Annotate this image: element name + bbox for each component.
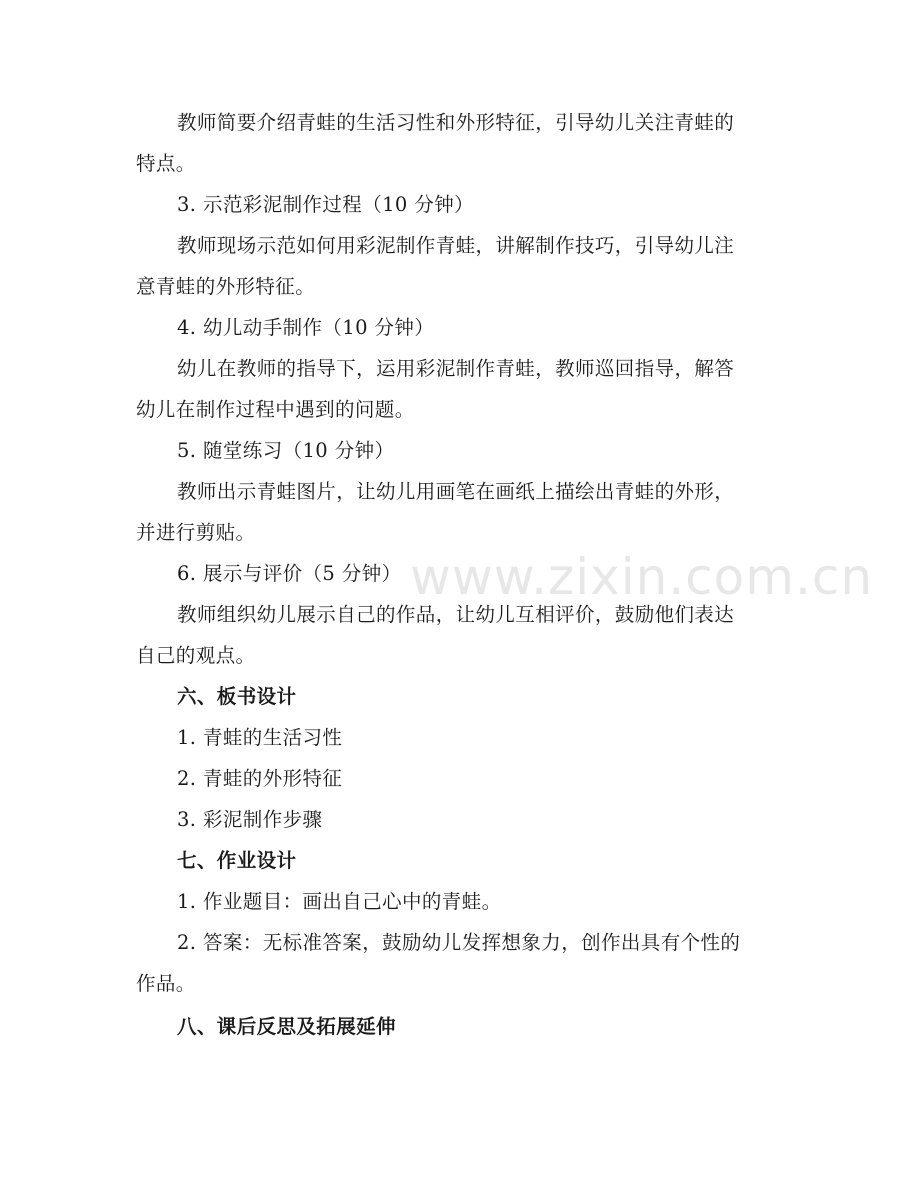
section-heading: 八、课后反思及拓展延伸	[177, 1015, 396, 1038]
list-item: 5. 随堂练习（10 分钟）	[177, 439, 395, 462]
list-item: 1. 青蛙的生活习性	[177, 726, 343, 749]
paragraph-line: 意青蛙的外形特征。	[136, 275, 316, 298]
section-heading: 六、板书设计	[177, 685, 297, 708]
list-item: 2. 答案：无标准答案，鼓励幼儿发挥想象力，创作出具有个性的	[177, 931, 741, 954]
paragraph-line: 特点。	[136, 152, 196, 175]
list-item: 3. 彩泥制作步骤	[177, 808, 323, 831]
watermark: www.zixin.com.cn	[410, 548, 874, 606]
paragraph-line: 幼儿在教师的指导下，运用彩泥制作青蛙，教师巡回指导，解答	[177, 357, 735, 380]
paragraph-line: 自己的观点。	[136, 644, 256, 667]
paragraph-line: 教师现场示范如何用彩泥制作青蛙，讲解制作技巧，引导幼儿注	[177, 234, 735, 257]
list-item: 4. 幼儿动手制作（10 分钟）	[177, 316, 435, 339]
list-item: 1. 作业题目：画出自己心中的青蛙。	[177, 890, 502, 913]
list-item: 6. 展示与评价（5 分钟）	[177, 562, 402, 585]
paragraph-line: 教师简要介绍青蛙的生活习性和外形特征，引导幼儿关注青蛙的	[177, 111, 735, 134]
section-heading: 七、作业设计	[177, 849, 297, 872]
paragraph-line: 并进行剪贴。	[136, 521, 256, 544]
paragraph-line: 教师出示青蛙图片，让幼儿用画笔在画纸上描绘出青蛙的外形，	[177, 480, 735, 503]
paragraph-line: 教师组织幼儿展示自己的作品，让幼儿互相评价，鼓励他们表达	[177, 603, 735, 626]
paragraph-line: 幼儿在制作过程中遇到的问题。	[136, 398, 415, 421]
list-item: 2. 青蛙的外形特征	[177, 767, 343, 790]
paragraph-line: 作品。	[136, 972, 196, 995]
list-item: 3. 示范彩泥制作过程（10 分钟）	[177, 193, 475, 216]
